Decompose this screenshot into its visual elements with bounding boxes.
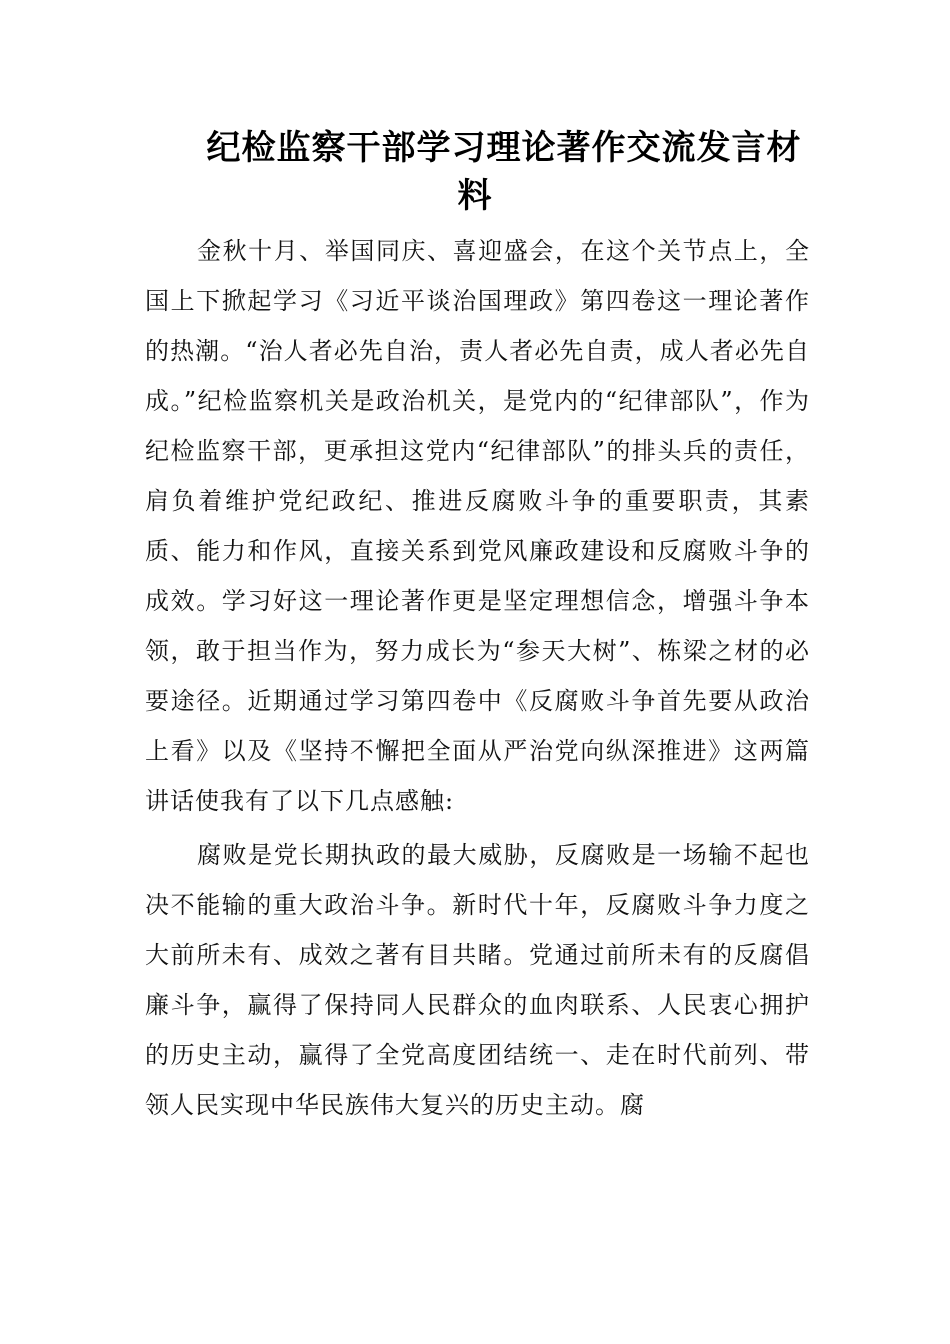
title-line-2: 料 (457, 176, 493, 216)
title-line-1: 纪检监察干部学习理论著作交流发言材 (206, 128, 802, 168)
document-title (145, 124, 805, 220)
document-body (145, 226, 810, 1134)
paragraph-2: 腐败是党长期执政的最大威胁，反腐败是一场输不起也决不能输的重大政治斗争。新时代十年，反腐败斗争力度之大前所未有、成效之著有目共睹。党通过前所未有的反腐倡廉斗争，赢得了保持同人民群众的血肉联系、人民衷心拥护的历史主动，赢得了全党高度团结统一、走在时代前列、带领人民实现中华民族伟大复兴的历史主动。腐 (145, 841, 810, 1119)
paragraph-1: 金秋十月、举国同庆、喜迎盛会，在这个关节点上，全国上下掀起学习《习近平谈治国理政》第四卷这一理论著作的热潮。“治人者必先自治，责人者必先自责，成人者必先自成。”纪检监察机关是政治机关，是党内的“纪律部队”，作为纪检监察干部，更承担这党内“纪律部队”的排头兵的责任，肩负着维护党纪政纪、推进反腐败斗争的重要职责，其素质、能力和作风，直接关系到党风廉政建设和反腐败斗争的成效。学习好这一理论著作更是坚定理想信念，增强斗争本领，敢于担当作为，努力成长为“参天大树”、栋梁之材的必要途径。近期通过学习第四卷中《反腐败斗争首先要从政治上看》以及《坚持不懈把全面从严治党向纵深推进》这两篇讲话使我有了以下几点感触: (145, 237, 810, 815)
